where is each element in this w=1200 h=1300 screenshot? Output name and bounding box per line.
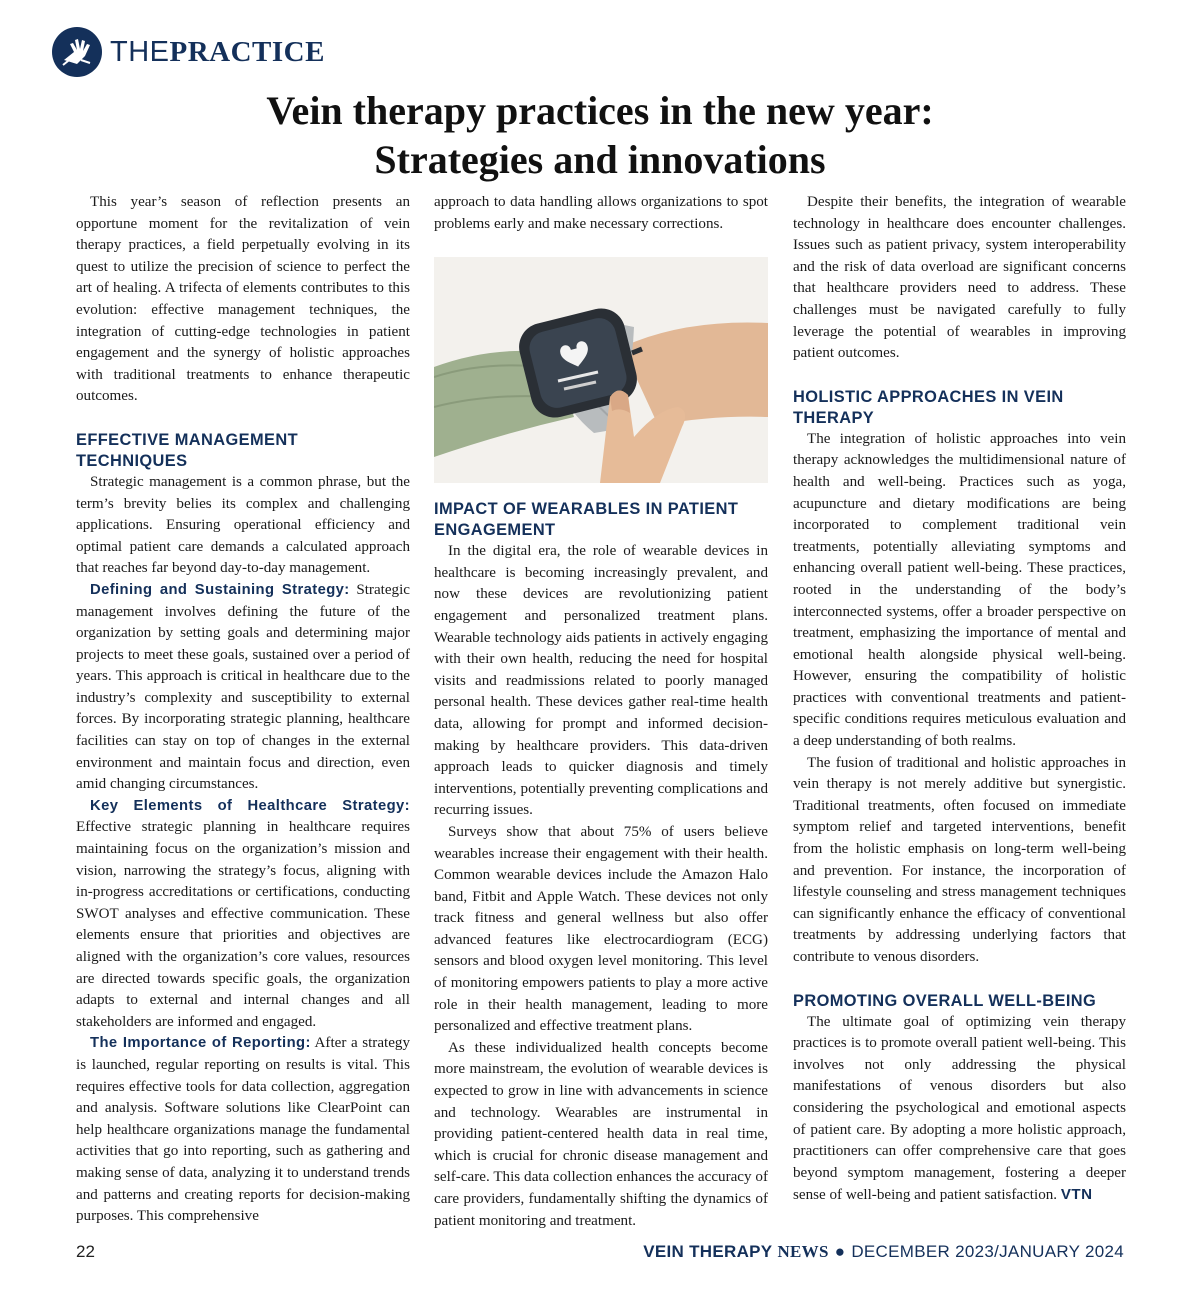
runin-heading-reporting: The Importance of Reporting: <box>90 1035 311 1052</box>
smartwatch-photo <box>434 257 768 483</box>
title-line-2: Strategies and innovations <box>374 137 826 182</box>
strategy-paragraph <box>76 580 410 796</box>
wearables-paragraph-2: Surveys show that about 75% of users believe wearables increase their engagement with their health. Common wearable devices include the Amazon Halo band, Fitbit and Apple Watch. These devices not only track fitness and general wellness but also offer advanced features like electrocardiogram (ECG) sensors and blood oxygen level monitoring. This level of monitoring empowers patients to play a more active role in their health management, leading to more personalized and effective treatment plans. <box>434 823 768 1035</box>
section-heading-management: EFFECTIVE MANAGEMENT TECHNIQUES <box>76 430 298 470</box>
publication-footer <box>643 1242 1124 1262</box>
strategy-text: Strategic management involves defining the future of the organization by setting goals and determining major projects to meet these goals, sustained over a period of years. This approach is critical in healthcare due to the industry’s complexity and susceptibility to external forces. By incorporating strategic planning, healthcare facilities can stay on top of changes in the external environment and maintain focus and direction, even amid changing circumstances. <box>76 581 410 793</box>
column-1 <box>76 192 410 1228</box>
management-paragraph: Strategic management is a common phrase, but the term’s brevity belies its complex and challenging applications. Ensuring operational efficiency and optimal patient care demands a calculated approach that reaches far beyond day-to-day management. <box>76 473 410 577</box>
wellbeing-text: The ultimate goal of optimizing vein therapy practices is to promote overall patient well-being. This involves not only addressing the physical manifestations of venous disorders but also considering the psychological and emotional aspects of patient care. By adopting a more holistic approach, practitioners can offer comprehensive care that goes beyond symptom management, fostering a deeper sense of well-being and patient satisfaction. <box>793 1013 1126 1204</box>
reporting-text: After a strategy is launched, regular reporting on results is vital. This requires effective tools for data collection, aggregation and analysis. Software solutions like ClearPoint can help healthcare organizations manage the fundamental activities that go into reporting, such as gathering and making sense of data, analyzing it to understand trends and patterns and creating reports for decision-making purposes. This comprehensive <box>76 1035 411 1225</box>
brand-word-the: THE <box>110 35 170 68</box>
column-3 <box>793 192 1126 1207</box>
brand-header <box>52 26 325 78</box>
section-heading-holistic: HOLISTIC APPROACHES IN VEIN THERAPY <box>793 387 1064 427</box>
section-heading-wearables: IMPACT OF WEARABLES IN PATIENT ENGAGEMENT <box>434 500 739 540</box>
column-2 <box>434 192 768 1232</box>
magazine-name-news: NEWS <box>777 1242 829 1261</box>
wellbeing-paragraph <box>793 1012 1126 1207</box>
footer-bullet: ● <box>834 1242 846 1261</box>
challenges-paragraph: Despite their benefits, the integration of wearable technology in healthcare does encounter challenges. Issues such as patient privacy, system interoperability and the risk of data overload are significant concerns that healthcare providers need to address. These challenges must be navigated carefully to fully leverage the potential of wearables in improving patient outcomes. <box>793 194 1126 362</box>
page-number: 22 <box>76 1242 95 1261</box>
title-line-1: Vein therapy practices in the new year: <box>266 88 934 133</box>
runin-heading-strategy: Defining and Sustaining Strategy: <box>90 581 350 598</box>
issue-date: DECEMBER 2023/JANUARY 2024 <box>851 1242 1124 1261</box>
wearables-paragraph-1: In the digital era, the role of wearable devices in healthcare is becoming increasingly prevalent, and now these devices are revolutionizing patient engagement and personalized treatment plans. Wearable technology aids patients in actively engaging with their own health, reducing the need for hospital visits and readmissions related to poorly managed personal health. These devices gather real-time health data, allowing for prompt and informed decision-making by healthcare providers. This data-driven approach leads to quicker diagnosis and timely interventions, potentially preventing complications and recurring issues. <box>434 543 768 819</box>
magazine-name: VEIN THERAPY <box>643 1242 773 1261</box>
wearables-paragraph-3: As these individualized health concepts become more mainstream, the evolution of wearable devices is expected to grow in line with advancements in science and technology. Wearables are instrumental in providing patient-centered health data in real time, which is crucial for chronic disease management and self-care. This data collection enhances the accuracy of care providers, fundamentally shifting the dynamics of patient monitoring and treatment. <box>434 1039 768 1229</box>
holistic-paragraph-2: The fusion of traditional and holistic approaches in vein therapy is not merely additive but synergistic. Traditional treatments, often focused on immediate symptom relief and targeted interventions, benefit from the holistic emphasis on long-term well-being and prevention. For instance, the incorporation of lifestyle counseling and stress management techniques can significantly enhance the efficacy of conventional treatments by addressing underlying factors that contribute to venous disorders. <box>793 754 1126 965</box>
page-title <box>120 86 1080 184</box>
continuation-paragraph: approach to data handling allows organizations to spot problems early and make necessary corrections. <box>434 194 768 232</box>
section-heading-wellbeing: PROMOTING OVERALL WELL-BEING <box>793 991 1097 1010</box>
end-mark: VTN <box>1060 1186 1093 1204</box>
brand-wordmark <box>110 35 325 68</box>
intro-paragraph: This year’s season of reflection presents an opportune moment for the revitalization of vein therapy practices, a field perpetually evolving in its quest to utilize the precision of science to perfect the art of healing. A trifecta of elements contributes to this evolution: effective management techniques, the integration of cutting-edge technologies in patient engagement and the synergy of holistic approaches with traditional treatments to enhance therapeutic outcomes. <box>76 194 410 405</box>
key-elements-text: Effective strategic planning in healthcare requires maintaining focus on the organization’s mission and vision, narrowing the strategy’s focus, aligning with in-progress accreditations or certifications, conducting SWOT analyses and effective communication. These elements ensure that priorities and objectives are aligned with the organization’s core values, resources are directed towards specific goals, the organization adapts to external and internal changes and all stakeholders are informed and engaged. <box>76 819 410 1030</box>
key-elements-paragraph <box>76 796 410 1034</box>
brand-word-practice: PRACTICE <box>169 35 325 68</box>
hand-icon <box>52 27 102 77</box>
reporting-paragraph <box>76 1033 410 1227</box>
runin-heading-key-elements: Key Elements of Healthcare Strategy: <box>90 797 410 814</box>
holistic-paragraph-1: The integration of holistic approaches into vein therapy acknowledges the multidimensional nature of health and well-being. Practices such as yoga, acupuncture and dietary modifications are being incorporated to complement traditional vein treatments, potentially alleviating symptoms and enhancing overall patient well-being. These practices, rooted in the understanding of the body’s interconnected systems, offer a broader perspective on treatment, emphasizing the importance of mental and emotional health alongside physical well-being. However, ensuring the compatibility of holistic practices with conventional treatments and patient-specific conditions requires meticulous evaluation and a deep understanding of both realms. <box>793 430 1126 750</box>
